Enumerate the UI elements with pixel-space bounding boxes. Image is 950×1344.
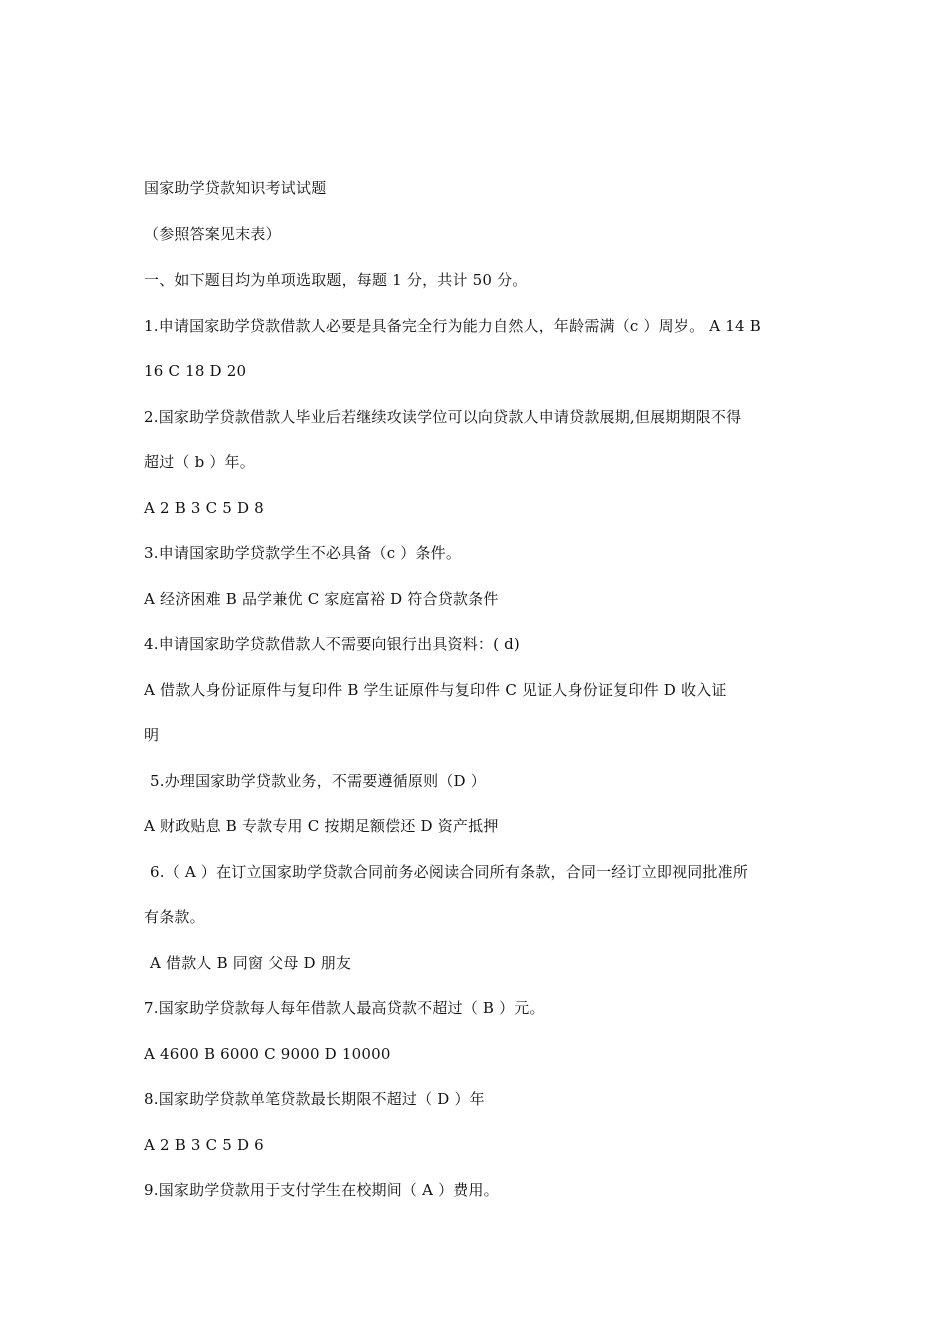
question-line: 3.申请国家助学贷款学生不必具备（c ）条件。 — [144, 544, 462, 562]
question-line: A 2 B 3 C 5 D 6 — [144, 1136, 264, 1154]
question-line: A 财政贴息 B 专款专用 C 按期足额偿还 D 资产抵押 — [144, 817, 499, 835]
question-line: 16 C 18 D 20 — [144, 362, 247, 380]
question-line: 有条款。 — [144, 908, 205, 926]
section-heading: 一、如下题目均为单项选取题，每题 1 分，共计 50 分。 — [144, 271, 528, 289]
question-line: A 4600 B 6000 C 9000 D 10000 — [144, 1045, 391, 1063]
document-title: 国家助学贷款知识考试试题 — [144, 179, 327, 197]
question-line: A 2 B 3 C 5 D 8 — [144, 499, 264, 517]
question-line: 5.办理国家助学贷款业务，不需要遵循原则（D ） — [150, 772, 486, 790]
question-line: 2.国家助学贷款借款人毕业后若继续攻读学位可以向贷款人申请贷款展期,但展期期限不得 — [144, 408, 742, 426]
question-line: 明 — [144, 726, 160, 744]
question-line: 超过（ b ）年。 — [144, 453, 255, 471]
question-line: A 借款人 B 同窗 父母 D 朋友 — [150, 954, 352, 972]
question-line: A 经济困难 B 品学兼优 C 家庭富裕 D 符合贷款条件 — [144, 590, 499, 608]
question-line: 4.申请国家助学贷款借款人不需要向银行出具资料：( d) — [144, 635, 520, 653]
question-line: 6.（ A ）在订立国家助学贷款合同前务必阅读合同所有条款，合同一经订立即视同批准所 — [150, 863, 749, 881]
question-line: 1.申请国家助学贷款借款人必要是具备完全行为能力自然人，年龄需满（c ）周岁。 A 14 B — [144, 317, 761, 335]
question-line: 9.国家助学贷款用于支付学生在校期间（ A ）费用。 — [144, 1181, 499, 1199]
answer-note: （参照答案见末表） — [144, 225, 281, 243]
question-line: 7.国家助学贷款每人每年借款人最高贷款不超过（ B ）元。 — [144, 999, 545, 1017]
question-line: 8.国家助学贷款单笔贷款最长期限不超过（ D ）年 — [144, 1090, 485, 1108]
question-line: A 借款人身份证原件与复印件 B 学生证原件与复印件 C 见证人身份证复印件 D 收入证 — [144, 681, 727, 699]
